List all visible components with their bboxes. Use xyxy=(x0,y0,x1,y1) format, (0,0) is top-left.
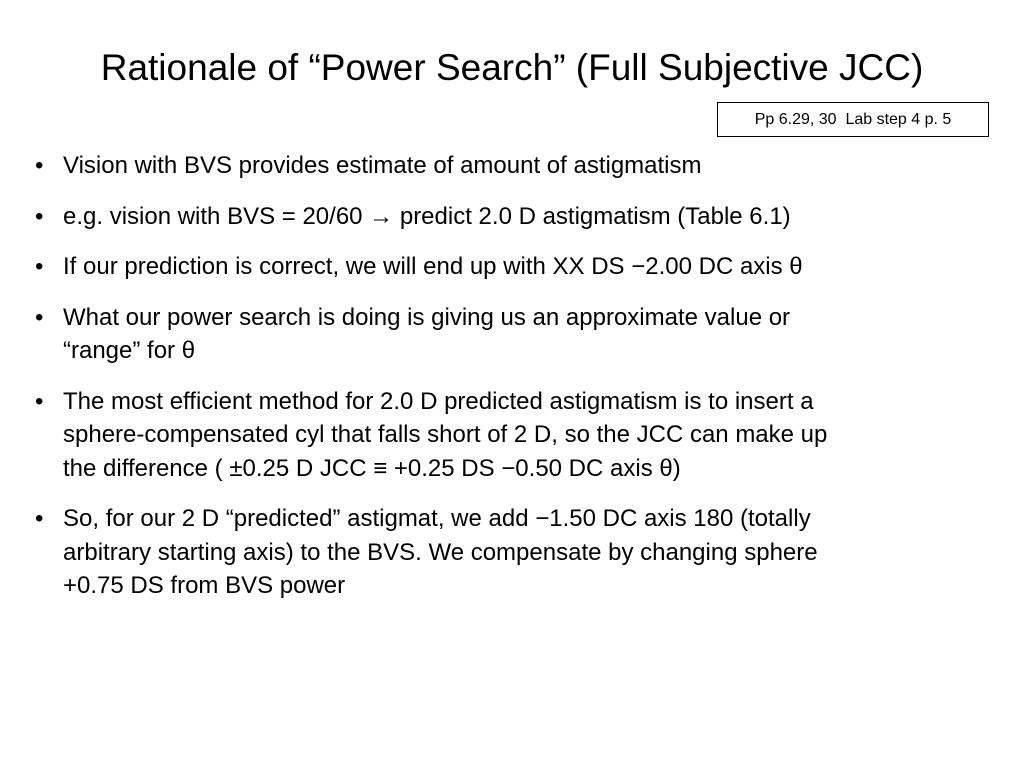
bullet-dot-icon: • xyxy=(35,253,44,280)
bullet-item xyxy=(34,200,984,234)
reference-box: Pp 6.29, 30 Lab step 4 p. 5 xyxy=(717,102,989,137)
bullet-dot-icon: • xyxy=(35,202,44,230)
bullet-text: If our prediction is correct, we will end up with XX DS −2.00 DC axis θ xyxy=(63,253,803,280)
bullet-text: e.g. vision with BVS = 20/60 → predict 2.0 D astigmatism (Table 6.1) xyxy=(63,202,791,230)
bullet-item xyxy=(34,502,984,603)
bullet-item xyxy=(34,385,984,486)
bullet-text: What our power search is doing is giving us an approximate value or “range” for θ xyxy=(63,303,791,364)
bullet-text: Vision with BVS provides estimate of amount of astigmatism xyxy=(63,152,702,179)
bullet-dot-icon: • xyxy=(35,303,44,331)
slide-title: Rationale of “Power Search” (Full Subjective JCC) xyxy=(100,47,924,88)
bullet-item xyxy=(34,149,984,183)
bullet-dot-icon: • xyxy=(35,152,44,179)
bullet-item xyxy=(34,301,984,368)
bullet-text: So, for our 2 D “predicted” astigmat, we add −1.50 DC axis 180 (totally arbitrary starting axis) to the BVS. We compensate by changing sphere +0.75 DS from BVS power xyxy=(63,505,818,599)
bullet-item xyxy=(34,250,984,284)
bullet-dot-icon: • xyxy=(35,387,44,415)
bullet-dot-icon: • xyxy=(35,505,44,532)
bullet-list xyxy=(34,149,984,620)
bullet-text: The most efficient method for 2.0 D predicted astigmatism is to insert a sphere-compensated cyl that falls short of 2 D, so the JCC can make up the difference ( ±0.25 D JCC ≡ +0.25 DS −0.50 DC axis θ) xyxy=(63,387,828,482)
